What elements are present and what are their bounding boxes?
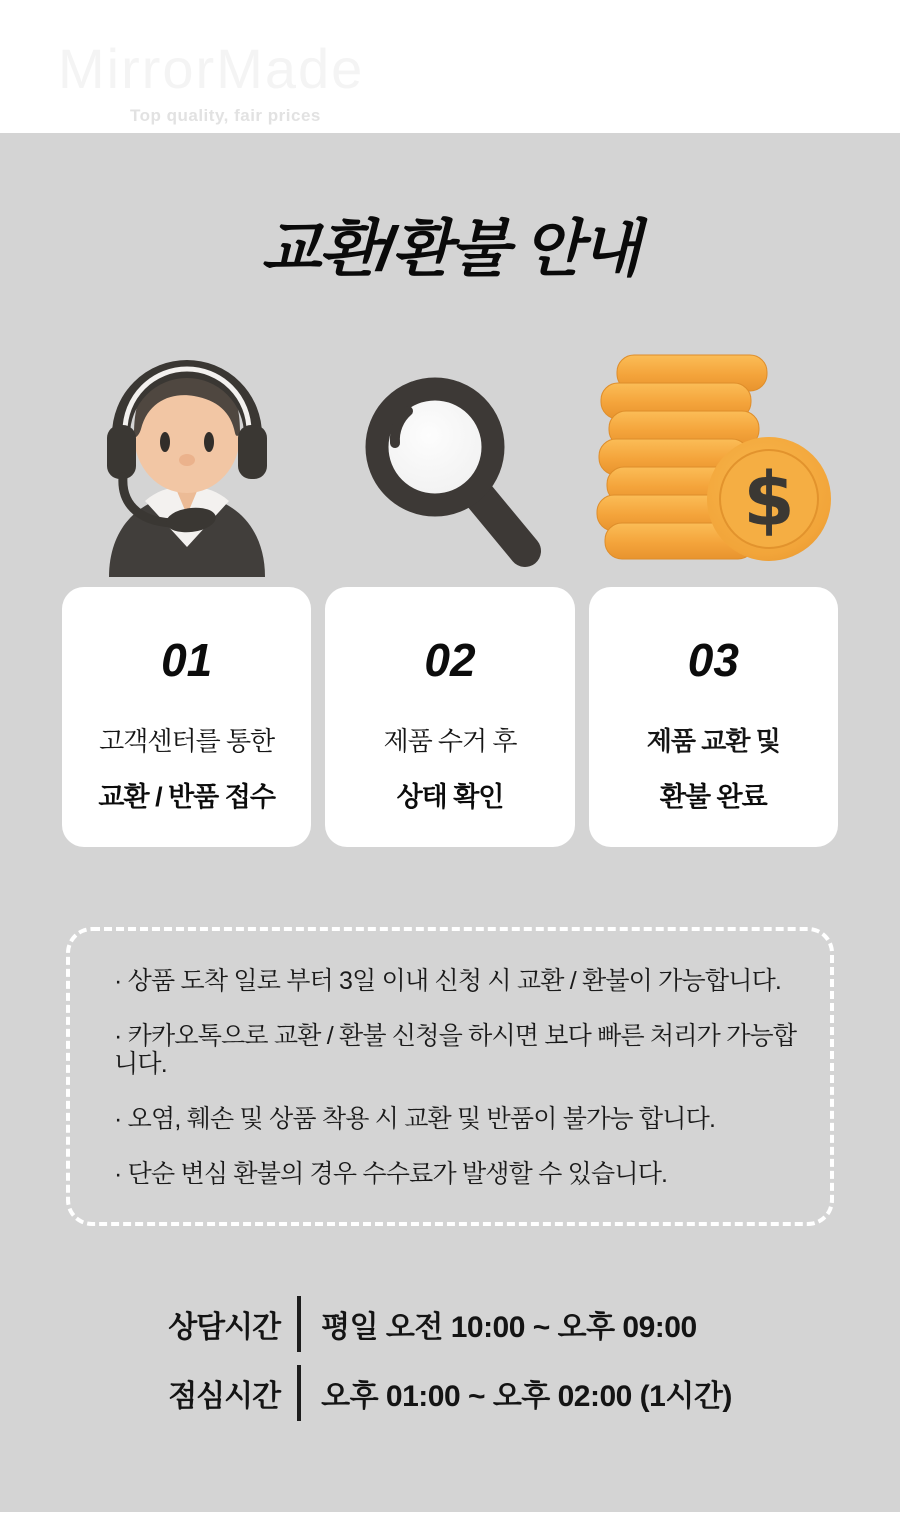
step-2-icon-cell bbox=[325, 339, 574, 577]
step-3-icon-cell bbox=[589, 339, 838, 577]
coins-icon bbox=[593, 349, 833, 577]
step-card-2 bbox=[325, 587, 574, 847]
note-item: · 오염, 훼손 및 상품 착용 시 교환 및 반품이 불가능 합니다. bbox=[114, 1105, 716, 1134]
hours-label-consult: 상담시간 bbox=[168, 1311, 281, 1345]
hours-label-lunch: 점심시간 bbox=[168, 1380, 281, 1414]
hours-value-lunch: 오후 01:00 ~ 오후 02:00 (1시간) bbox=[297, 1365, 732, 1421]
step-number: 02 bbox=[424, 634, 476, 687]
main-content bbox=[0, 133, 900, 1512]
step-line2: 교환 / 반품 접수 bbox=[98, 782, 275, 813]
magnifier-icon bbox=[345, 359, 555, 577]
footer-strip bbox=[0, 1512, 900, 1537]
step-card-1 bbox=[62, 587, 311, 847]
step-line2: 환불 완료 bbox=[659, 782, 767, 813]
note-item: · 상품 도착 일로 부터 3일 이내 신청 시 교환 / 환불이 가능합니다. bbox=[114, 967, 782, 996]
step-card-3 bbox=[589, 587, 838, 847]
step-line2: 상태 확인 bbox=[396, 782, 504, 813]
step-line1: 제품 수거 후 bbox=[383, 726, 517, 757]
hours-value-consult: 평일 오전 10:00 ~ 오후 09:00 bbox=[297, 1296, 732, 1352]
headset-agent-icon bbox=[86, 339, 288, 577]
page-title: 교환/환불 안내 bbox=[261, 215, 639, 284]
step-icons-row bbox=[0, 339, 900, 577]
header bbox=[0, 0, 900, 133]
step-line1: 고객센터를 통한 bbox=[99, 726, 275, 757]
brand-logo: MirrorMade bbox=[58, 37, 365, 100]
brand-tagline: Top quality, fair prices bbox=[130, 106, 321, 125]
step-number: 01 bbox=[161, 634, 213, 687]
svg-text:$: $ bbox=[743, 457, 796, 544]
step-1-icon-cell bbox=[62, 339, 311, 577]
note-item: · 카카오톡으로 교환 / 환불 신청을 하시면 보다 빠른 처리가 가능합니다. bbox=[114, 1022, 797, 1079]
hours-info bbox=[0, 1296, 900, 1421]
step-line1: 제품 교환 및 bbox=[646, 726, 780, 757]
note-item: · 단순 변심 환불의 경우 수수료가 발생할 수 있습니다. bbox=[114, 1160, 668, 1189]
notes-box bbox=[66, 927, 834, 1226]
step-number: 03 bbox=[687, 634, 739, 687]
steps-row bbox=[0, 587, 900, 847]
